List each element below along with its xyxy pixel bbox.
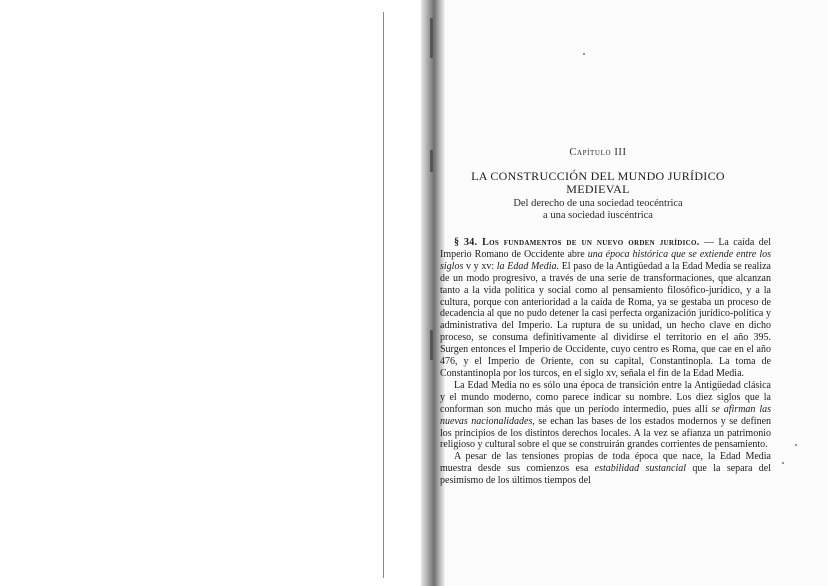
speck bbox=[795, 444, 797, 446]
chapter-subtitle-line: a una sociedad iuscéntrica bbox=[543, 210, 653, 221]
text-run: El paso de la Antigüedad a la Edad Media se realiza de un modo progresivo, a través de una serie de transformaciones, que alcanzan tanto a la vida política y social como al pensamiento filosófico-jurídico, y a la cultura, porque con anterioridad a la caída de Roma, ya se gestaba un proceso de decadencia al que no pudo detener la casi perfecta organización jurídico-política y administrativa del Imperio. La ruptura de su unidad, un hecho clave en dicho proceso, se consuma definitivamente al dividirse el territorio en el año 395. Surgen entonces el Imperio de Occidente, cuyo centro es Roma, que cae en el año 476, y el Imperio de Oriente, con su capital, Constantinopla. La toma de Constantinopla por los turcos, en el siglo xv, señala el fin de la Edad Media. bbox=[440, 260, 771, 379]
page-edge-line bbox=[383, 12, 384, 578]
body-text bbox=[440, 237, 771, 487]
paragraph bbox=[440, 380, 771, 451]
chapter-label: Capítulo III bbox=[569, 147, 627, 158]
spine-mark bbox=[430, 18, 433, 58]
em-dash: — bbox=[699, 237, 719, 248]
text-run: v y xv: bbox=[463, 260, 497, 272]
text-run: La caída del Imperio Romano de Occidente abre bbox=[440, 237, 771, 260]
chapter-subtitle-line: Del derecho de una sociedad teocéntrica bbox=[513, 198, 683, 209]
emphasis-text: estabilidad sustancial bbox=[594, 463, 687, 475]
section-heading: § 34. Los fundamentos de un nuevo orden jurídico. bbox=[454, 237, 700, 248]
emphasis-text: una época histórica que se extiende entre los siglos bbox=[440, 248, 771, 272]
speck bbox=[583, 53, 585, 55]
text-run: , se echan las bases de los estados modernos y se definen los principios de los distintos derechos locales. A la vez se afianza un patrimonio religioso y cultural sobre el que se construirán grandes corrientes de pensamiento. bbox=[440, 415, 772, 451]
chapter-title bbox=[425, 170, 771, 196]
chapter-title-line: MEDIEVAL bbox=[566, 182, 630, 196]
paragraph bbox=[440, 451, 771, 487]
text-run: que la separa del pesimismo de los últimos tiempos del bbox=[440, 463, 771, 487]
text-run: La Edad Media no es sólo una época de transición entre la Antigüedad clásica y el mundo moderno, como parece indicar su nombre. Los diez siglos que la conforman son mucho más que un período intermedio, pues allí bbox=[440, 379, 771, 415]
text-run: A pesar de las tensiones propias de toda época que nace, la Edad Media muestra desde sus comienzos esa bbox=[440, 451, 771, 475]
paragraph bbox=[440, 237, 771, 380]
emphasis-text: la Edad Media. bbox=[496, 260, 560, 272]
emphasis-text: se afirman las nuevas nacionalidades bbox=[440, 403, 771, 427]
spine-mark bbox=[430, 330, 433, 360]
chapter-subtitle bbox=[425, 198, 771, 222]
speck bbox=[782, 462, 784, 464]
chapter-title-line: LA CONSTRUCCIÓN DEL MUNDO JURÍDICO bbox=[471, 169, 725, 183]
